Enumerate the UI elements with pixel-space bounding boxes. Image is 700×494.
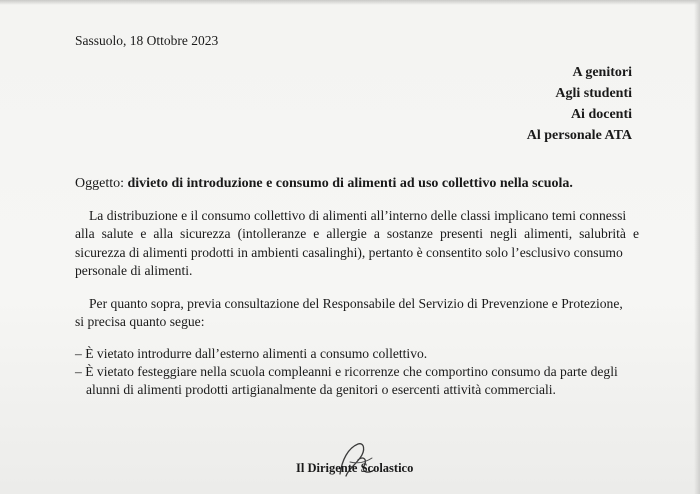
paragraph-2-text: Per quanto sopra, previa consultazione del Responsabile del Servizio di Prevenzione e Protezione,: [89, 296, 623, 311]
paragraph-2: [75, 295, 639, 332]
paragraph-1-line: [75, 207, 639, 225]
signature-label: Il Dirigente Scolastico: [296, 461, 414, 475]
subject-line: [75, 176, 573, 192]
bullet-2-text: – È vietato festeggiare nella scuola compleanni e ricorrenze che comportino consumo da parte degli: [75, 364, 618, 379]
bullet-item-1: [75, 345, 645, 363]
paragraph-1: [75, 207, 639, 280]
recipient-studenti: Agli studenti: [555, 86, 632, 101]
paragraph-1-line: personale di alimenti.: [75, 262, 193, 278]
paragraph-2-line: [75, 295, 639, 313]
recipient-genitori: A genitori: [572, 65, 632, 80]
paragraph-1-line: alla salute e alla sicurezza (intolleranze e allergie a sostanze presenti negli alimenti, salubrità e: [75, 226, 639, 242]
subject-text: divieto di introduzione e consumo di alimenti ad uso collettivo nella scuola.: [127, 176, 573, 191]
recipient-ata: Al personale ATA: [526, 128, 632, 143]
bullet-2-text-cont: alunni di alimenti prodotti artigianalmente da genitori o esercenti attività commerciali.: [86, 382, 556, 398]
date-line: Sassuolo, 18 Ottobre 2023: [75, 33, 219, 48]
paragraph-1-line: sicurezza di alimenti prodotti in ambienti casalinghi), pertanto è consentito solo l’esclusivo consumo: [75, 244, 623, 260]
page-shadow-top: [0, 0, 700, 5]
paragraph-2-line: si precisa quanto segue:: [75, 314, 205, 330]
bullet-item-2: [75, 363, 645, 400]
subject-prefix: Oggetto:: [75, 176, 128, 191]
recipient-docenti: Ai docenti: [570, 107, 632, 122]
paragraph-1-text: La distribuzione e il consumo collettivo di alimenti all’interno delle classi implicano temi connessi: [89, 208, 627, 223]
bullet-1-text: – È vietato introdurre dall’esterno alimenti a consumo collettivo.: [75, 346, 428, 361]
page-shadow-right: [694, 0, 700, 494]
